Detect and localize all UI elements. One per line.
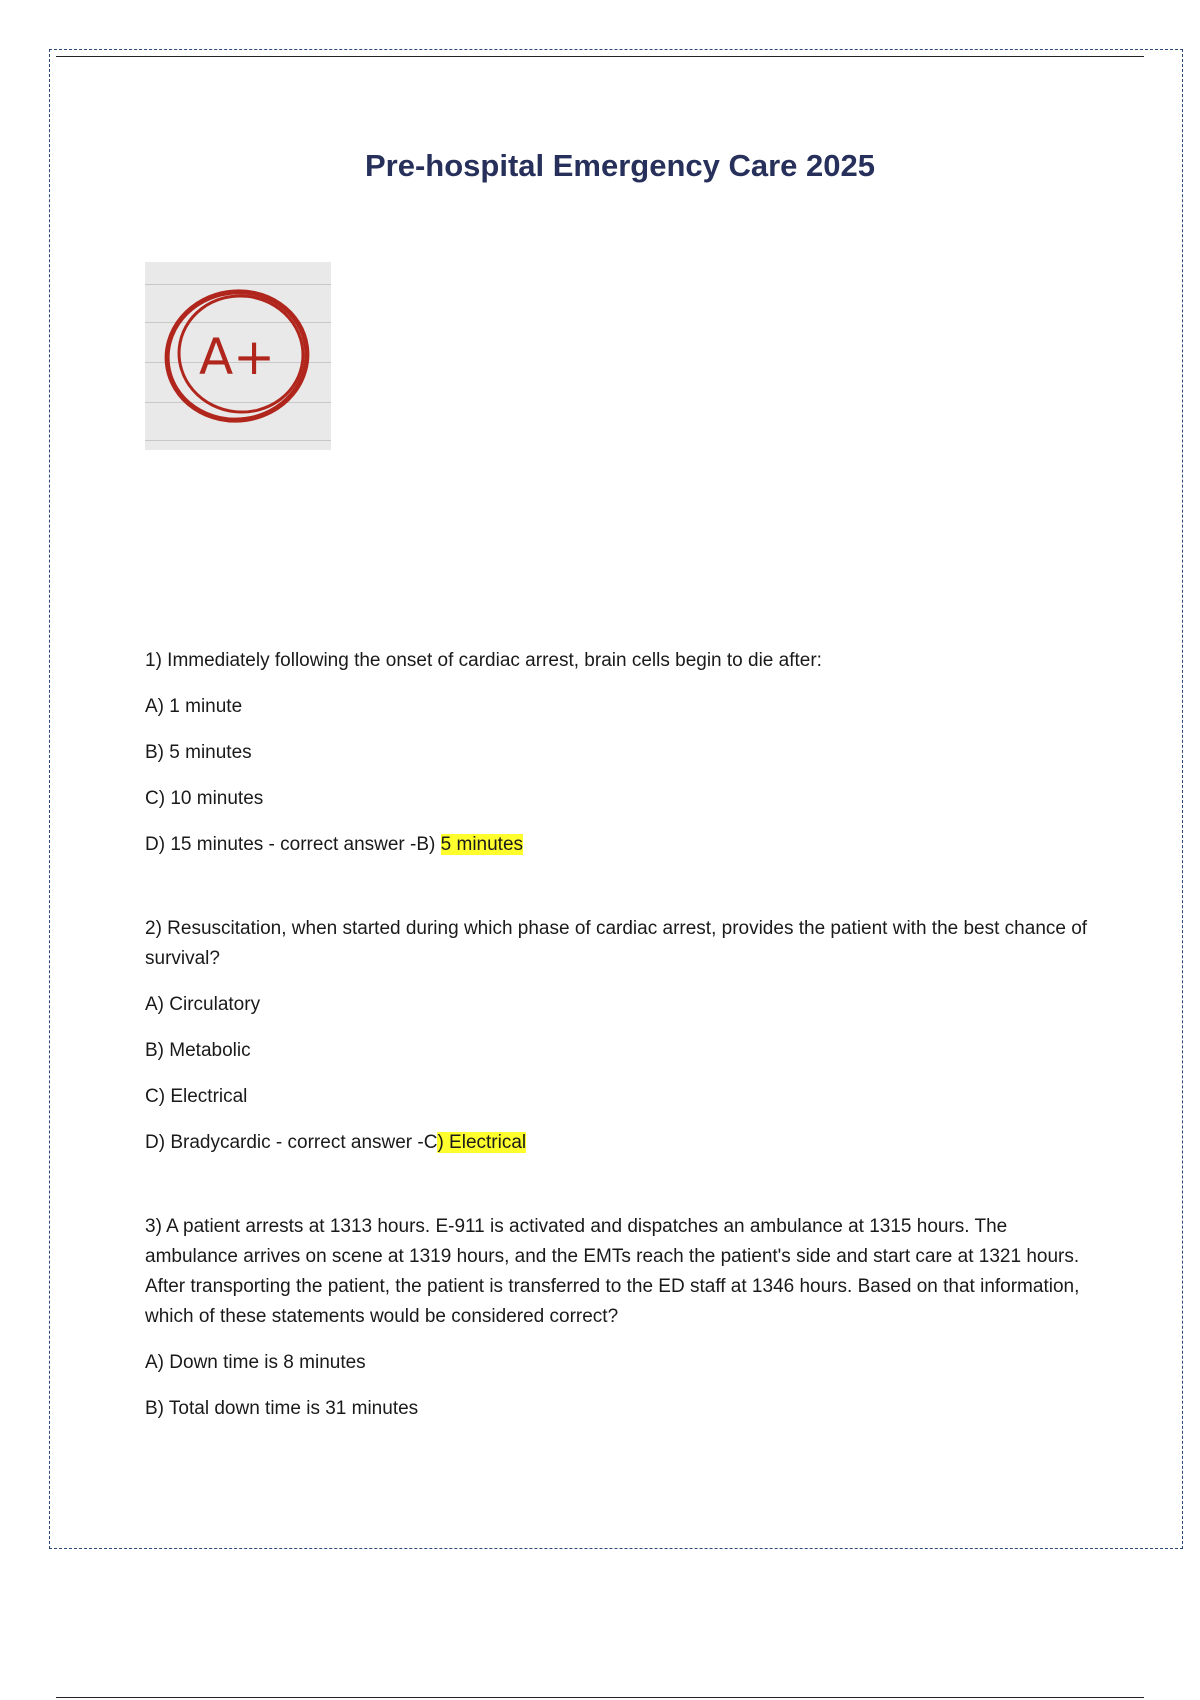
option-b: B) Total down time is 31 minutes [145,1398,419,1419]
grade-mark-text: A+ [198,328,276,386]
option-a: A) Down time is 8 minutes [145,1352,366,1373]
option-c: C) 10 minutes [145,788,264,809]
document-title: Pre-hospital Emergency Care 2025 [364,148,876,183]
option-d-with-answer [145,1128,1095,1158]
answer-highlight: 5 minutes [440,834,524,855]
question-stem: 1) Immediately following the onset of cardiac arrest, brain cells begin to die after: [145,650,822,671]
grade-image [145,262,331,450]
question-3 [145,1212,1095,1424]
option-b: B) Metabolic [145,1040,251,1061]
option-d-text: D) Bradycardic - correct answer -C [145,1132,438,1153]
question-list [145,646,1095,1478]
option-c: C) Electrical [145,1086,248,1107]
a-plus-grade-icon [145,262,331,450]
question-stem: 2) Resuscitation, when started during which phase of cardiac arrest, provides the patient with the best chance of survival? [145,918,1088,969]
option-b: B) 5 minutes [145,742,252,763]
option-a: A) Circulatory [145,994,261,1015]
footer-rule [56,1697,1144,1698]
question-1 [145,646,1095,860]
option-d-text: D) 15 minutes - correct answer -B) [145,834,441,855]
header-rule [56,56,1144,57]
question-stem: 3) A patient arrests at 1313 hours. E-911 is activated and dispatches an ambulance at 1315 hours. The ambulance arrives on scene at 1319 hours, and the EMTs reach the patient's side and start care at 1321 hours. After transporting the patient, the patient is transferred to the ED staff at 1346 hours. Based on that information, which of these statements would be considered correct? [145,1216,1080,1327]
option-d-with-answer [145,830,1095,860]
option-a: A) 1 minute [145,696,243,717]
question-2 [145,914,1095,1158]
answer-highlight: ) Electrical [437,1132,527,1153]
